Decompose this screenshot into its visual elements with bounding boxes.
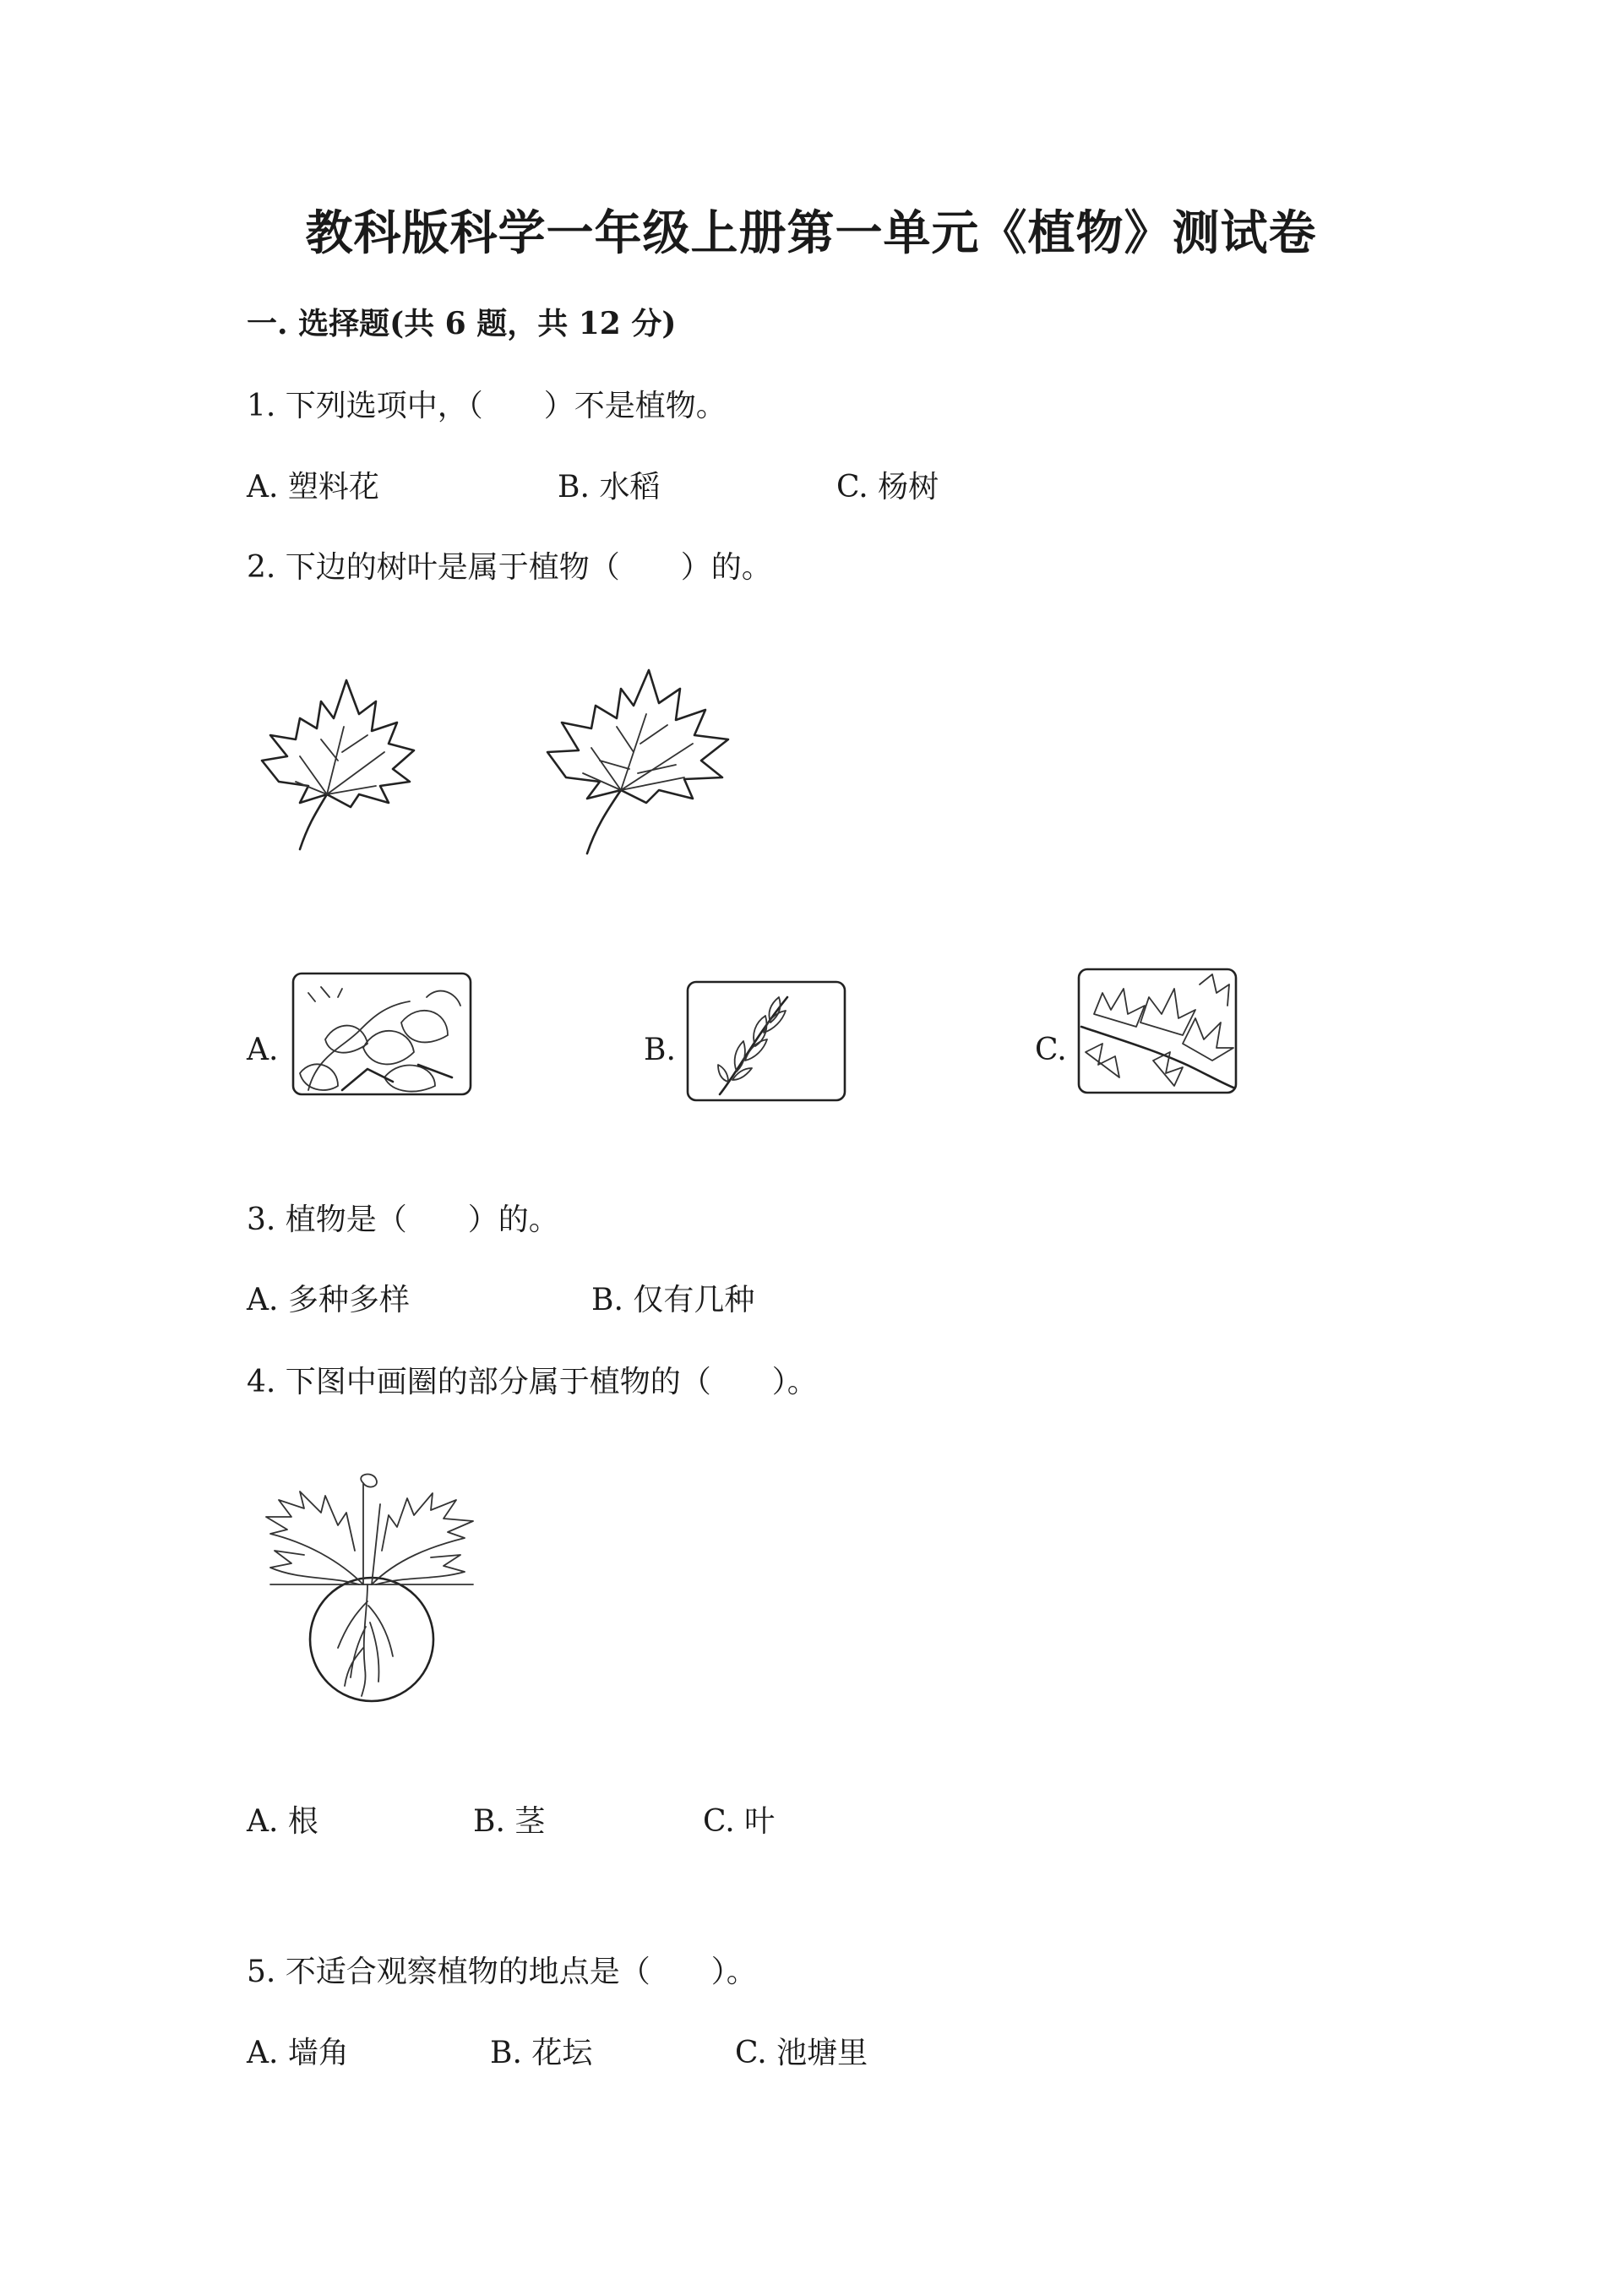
question-4-option-c[interactable]: C. 叶: [703, 1804, 776, 1839]
willow-branch-image[interactable]: [686, 980, 848, 1103]
page-title: 教科版科学一年级上册第一单元《植物》测试卷: [305, 205, 1317, 261]
question-1-option-a[interactable]: A. 塑料花: [247, 470, 379, 504]
question-4-option-a[interactable]: A. 根: [247, 1804, 318, 1839]
question-5-stem: 5. 不适合观察植物的地点是（ ）。: [247, 1955, 757, 1989]
question-5-option-b[interactable]: B. 花坛: [490, 2036, 593, 2070]
question-2-option-b[interactable]: B.: [644, 1033, 676, 1067]
ivy-leaves-image[interactable]: [291, 972, 473, 1097]
question-4-stem: 4. 下图中画圈的部分属于植物的（ ）。: [247, 1365, 818, 1399]
question-5-option-a[interactable]: A. 墙角: [247, 2036, 349, 2070]
section-heading: 一. 选择题(共 6 题，共 12 分): [247, 306, 677, 341]
maple-leaf-icon: [541, 668, 735, 858]
dandelion-root-image: [253, 1466, 482, 1703]
question-3-option-a[interactable]: A. 多种多样: [247, 1283, 410, 1317]
maple-leaf-icon: [249, 676, 418, 854]
question-5-option-c[interactable]: C. 池塘里: [735, 2036, 868, 2070]
question-1-option-b[interactable]: B. 水稻: [558, 470, 661, 504]
question-1-stem: 1. 下列选项中，（ ）不是植物。: [247, 389, 727, 423]
question-2-option-a[interactable]: A.: [247, 1033, 279, 1067]
question-3-option-b[interactable]: B. 仅有几种: [591, 1283, 755, 1317]
maple-branch-image[interactable]: [1077, 968, 1239, 1094]
question-4-option-b[interactable]: B. 茎: [473, 1804, 546, 1839]
question-1-option-c[interactable]: C. 杨树: [836, 470, 939, 504]
question-2-option-c[interactable]: C.: [1035, 1033, 1067, 1067]
question-2-stem: 2. 下边的树叶是属于植物（ ）的。: [247, 550, 772, 585]
question-3-stem: 3. 植物是（ ）的。: [247, 1203, 559, 1237]
